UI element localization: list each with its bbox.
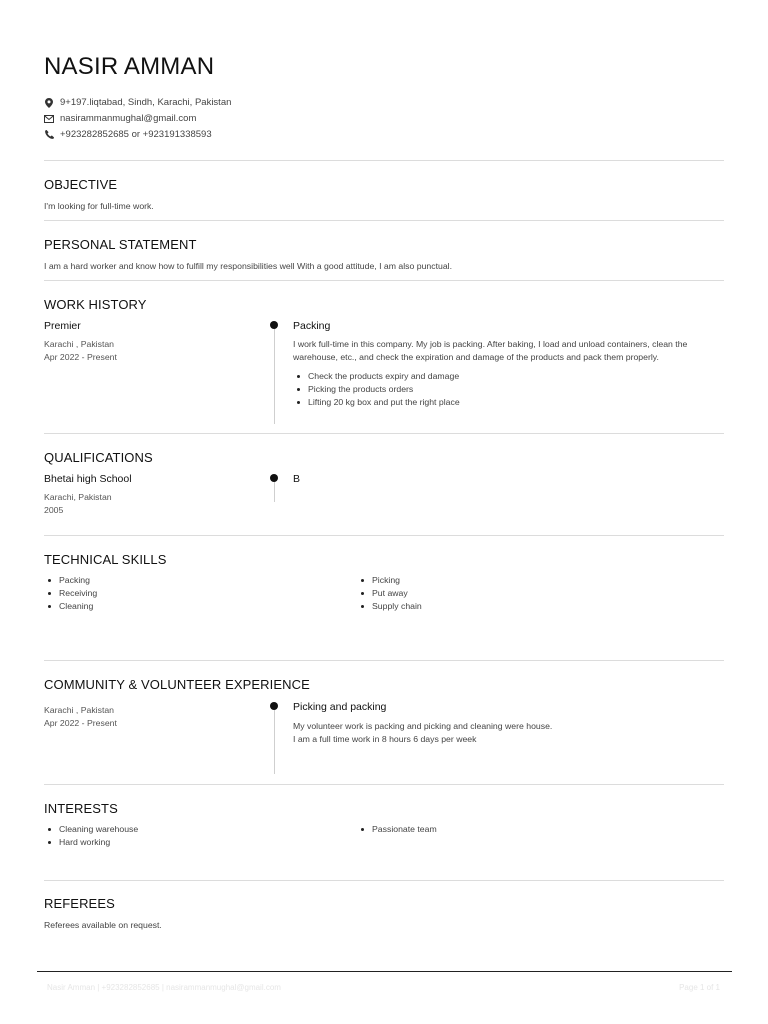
divider: [44, 880, 724, 881]
address-row: [44, 97, 231, 108]
work-description: I work full-time in this company. My job is packing. After baking, I load and unload containers, clean the warehouse, etc., and check the expiration and damage of the products and pack them properly.: [293, 339, 688, 362]
list-item: Hard working: [44, 836, 138, 849]
address-text: 9+197.liqtabad, Sindh, Karachi, Pakistan: [60, 97, 232, 108]
qualification-year: 2005: [44, 505, 64, 515]
section-title-personal-statement: PERSONAL STATEMENT: [44, 237, 197, 252]
location-pin-icon: [44, 98, 54, 108]
timeline-line: [274, 707, 275, 774]
qualification-grade: B: [293, 473, 301, 485]
divider: [44, 160, 724, 161]
envelope-icon: [44, 115, 54, 123]
phone-row: [44, 129, 212, 140]
list-item: Picking the products orders: [293, 383, 460, 396]
community-line-1: My volunteer work is packing and picking and cleaning were house.: [293, 721, 553, 731]
section-title-community: COMMUNITY & VOLUNTEER EXPERIENCE: [44, 677, 310, 692]
phone-icon: [44, 130, 54, 139]
list-item: Cleaning warehouse: [44, 823, 138, 836]
footer-divider: [37, 971, 732, 972]
personal-statement-text: I am a hard worker and know how to fulfill my responsibilities well With a good attitude, I am also punctual.: [44, 261, 453, 271]
timeline-dot: [270, 321, 278, 329]
list-item: Receiving: [44, 587, 97, 600]
qualification-school: Bhetai high School: [44, 473, 132, 485]
footer-page-number: Page 1 of 1: [679, 983, 720, 992]
list-item: Picking: [357, 574, 422, 587]
list-item: Cleaning: [44, 600, 97, 613]
community-location: Karachi , Pakistan: [44, 705, 115, 715]
divider: [44, 280, 724, 281]
section-title-work-history: WORK HISTORY: [44, 297, 147, 312]
divider: [44, 660, 724, 661]
list-item: Passionate team: [357, 823, 437, 836]
list-item: Packing: [44, 574, 97, 587]
skills-list-right: [357, 574, 422, 613]
section-title-interests: INTERESTS: [44, 801, 118, 816]
work-location: Karachi , Pakistan: [44, 339, 115, 349]
divider: [44, 433, 724, 434]
email-text[interactable]: nasirammanmughal@gmail.com: [60, 113, 197, 124]
list-item: Lifting 20 kg box and put the right place: [293, 396, 460, 409]
interests-list-right: [357, 823, 437, 836]
timeline-dot: [270, 474, 278, 482]
timeline-dot: [270, 702, 278, 710]
community-role: Picking and packing: [293, 701, 387, 713]
divider: [44, 220, 724, 221]
skills-list-left: [44, 574, 97, 613]
phone-text: +923282852685 or +923191338593: [60, 129, 212, 140]
footer-contact: Nasir Amman | +923282852685 | nasirammanmughal@gmail.com: [47, 983, 281, 992]
referees-text: Referees available on request.: [44, 920, 162, 930]
timeline-line: [274, 326, 275, 424]
candidate-name: NASIR AMMAN: [44, 53, 215, 80]
divider: [44, 784, 724, 785]
community-dates: Apr 2022 - Present: [44, 718, 117, 728]
list-item: Put away: [357, 587, 422, 600]
interests-list-left: [44, 823, 138, 849]
section-title-referees: REFEREES: [44, 896, 115, 911]
work-company: Premier: [44, 320, 81, 332]
list-item: Check the products expiry and damage: [293, 370, 460, 383]
objective-text: I'm looking for full-time work.: [44, 201, 154, 211]
list-item: Supply chain: [357, 600, 422, 613]
section-title-qualifications: QUALIFICATIONS: [44, 450, 153, 465]
work-role: Packing: [293, 320, 331, 332]
work-bullets: [293, 370, 460, 409]
work-dates: Apr 2022 - Present: [44, 352, 117, 362]
section-title-technical-skills: TECHNICAL SKILLS: [44, 552, 167, 567]
email-row: [44, 113, 196, 124]
divider: [44, 535, 724, 536]
community-line-2: I am a full time work in 8 hours 6 days per week: [293, 734, 477, 744]
timeline-line: [274, 479, 275, 502]
section-title-objective: OBJECTIVE: [44, 177, 118, 192]
qualification-location: Karachi, Pakistan: [44, 492, 112, 502]
